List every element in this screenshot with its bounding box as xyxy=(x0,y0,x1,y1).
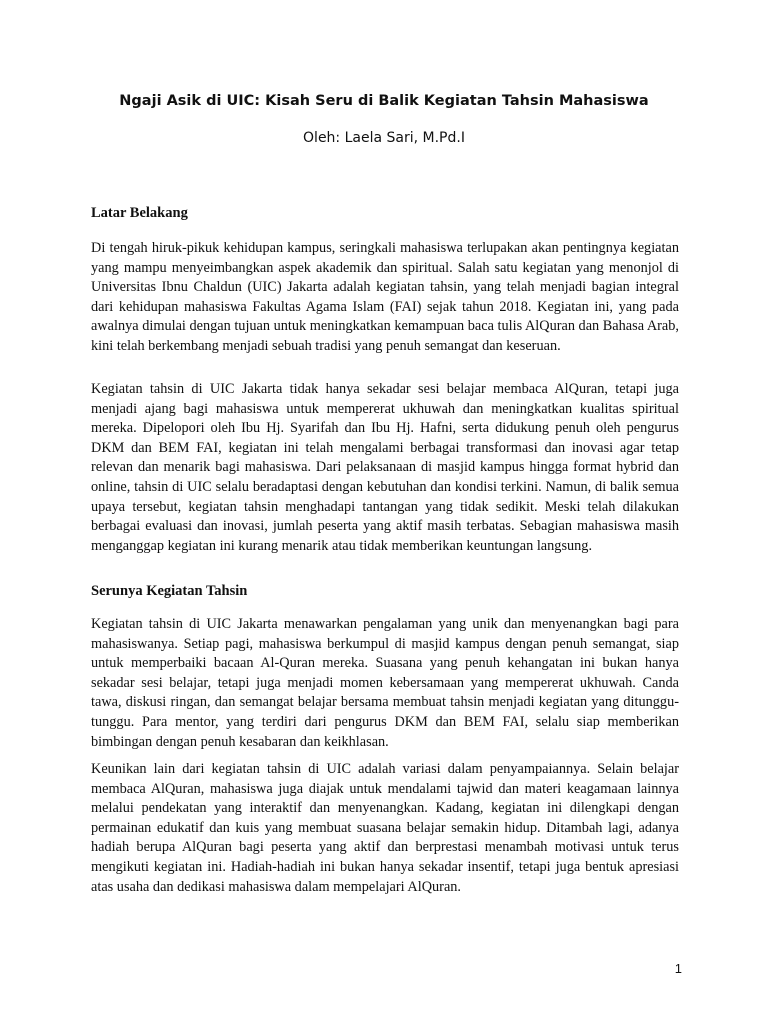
section-heading-latar-belakang: Latar Belakang xyxy=(91,205,188,221)
paragraph-serunya-2: Keunikan lain dari kegiatan tahsin di UIC adalah variasi dalam penyampaiannya. Selain belajar membaca AlQuran, mahasiswa juga diajak untuk mendalami tajwid dan materi keagamaan lainnya melalui pendekatan yang interaktif dan menyenangkan. Kadang, kegiatan ini dilengkapi dengan permainan edukatif dan kuis yang membuat suasana belajar semakin hidup. Ditambah lagi, adanya hadiah berupa AlQuran bagi peserta yang aktif dan berprestasi menambah motivasi untuk terus mengikuti kegiatan ini. Hadiah-hadiah ini bukan hanya sekadar insentif, tetapi juga bentuk apresiasi atas usaha dan dedikasi mahasiswa dalam mempelajari AlQuran. xyxy=(91,761,679,895)
page-number: 1 xyxy=(674,961,682,976)
paragraph-serunya-1: Kegiatan tahsin di UIC Jakarta menawarkan pengalaman yang unik dan menyenangkan bagi para mahasiswanya. Setiap pagi, mahasiswa berkumpul di masjid kampus dengan penuh semangat, siap untuk memperbaiki bacaan Al-Quran mereka. Suasana yang penuh kehangatan ini bukan hanya sekadar sesi belajar, tetapi juga menjadi momen kebersamaan yang mempererat ukhuwah. Canda tawa, diskusi ringan, dan semangat belajar bersama membuat tahsin menjadi kegiatan yang ditunggu-tunggu. Para mentor, yang terdiri dari pengurus DKM dan BEM FAI, selalu siap memberikan bimbingan dengan penuh kesabaran dan keikhlasan. xyxy=(91,616,679,750)
section-heading-serunya: Serunya Kegiatan Tahsin xyxy=(91,583,248,599)
document-author: Oleh: Laela Sari, M.Pd.I xyxy=(303,130,465,146)
paragraph-latar-belakang-1: Di tengah hiruk-pikuk kehidupan kampus, seringkali mahasiswa terlupakan akan pentingnya kegiatan yang mampu menyeimbangkan aspek akademik dan spiritual. Salah satu kegiatan yang menonjol di Universitas Ibnu Chaldun (UIC) Jakarta adalah kegiatan tahsin, yang telah menjadi bagian integral dari kehidupan mahasiswa Fakultas Agama Islam (FAI) sejak tahun 2018. Kegiatan ini, yang pada awalnya dimulai dengan tujuan untuk meningkatkan kemampuan baca tulis AlQuran dan Bahasa Arab, kini telah berkembang menjadi sebuah tradisi yang penuh semangat dan keseruan. xyxy=(91,240,679,354)
document-title: Ngaji Asik di UIC: Kisah Seru di Balik Kegiatan Tahsin Mahasiswa xyxy=(119,93,649,109)
paragraph-latar-belakang-2: Kegiatan tahsin di UIC Jakarta tidak hanya sekadar sesi belajar membaca AlQuran, tetapi juga menjadi ajang bagi mahasiswa untuk mempererat ukhuwah dan meningkatkan kualitas spiritual mereka. Dipelopori oleh Ibu Hj. Syarifah dan Ibu Hj. Hafni, serta didukung penuh oleh pengurus DKM dan BEM FAI, kegiatan ini telah mengalami berbagai transformasi dan inovasi agar tetap relevan dan menarik bagi mahasiswa. Dari pelaksanaan di masjid kampus hingga format hybrid dan online, tahsin di UIC selalu beradaptasi dengan kebutuhan dan kondisi terkini. Namun, di balik semua upaya tersebut, kegiatan tahsin menghadapi tantangan yang tidak sedikit. Meski telah dilakukan berbagai evaluasi dan inovasi, jumlah peserta yang aktif masih terbatas. Sebagian mahasiswa masih menganggap kegiatan ini kurang menarik atau tidak memberikan keuntungan langsung. xyxy=(91,381,679,554)
